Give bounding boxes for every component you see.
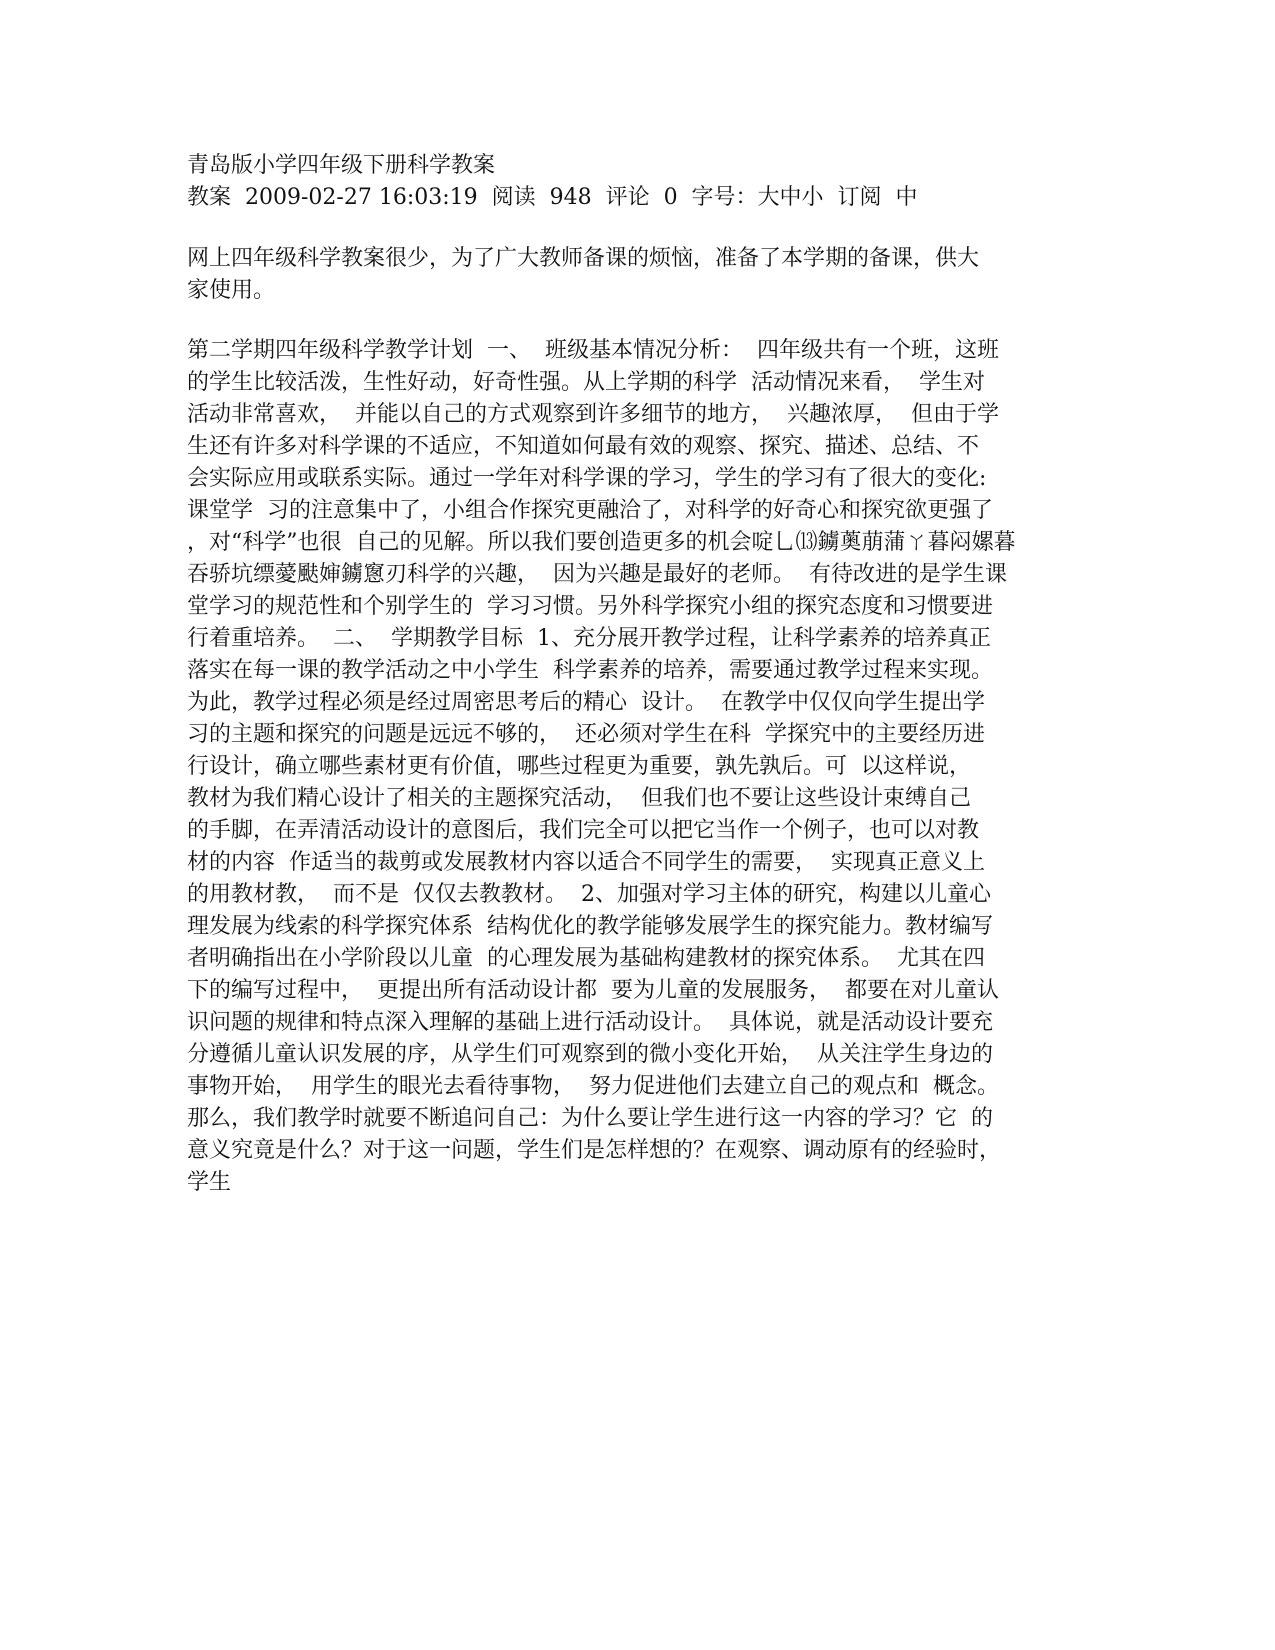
body-line: 意义究竟是什么？对于这一问题，学生们是怎样想的？在观察、调动原有的经验时，: [187, 1138, 1002, 1163]
body-line: 第二学期四年级科学教学计划 一、 班级基本情况分析： 四年级共有一个班，这班: [187, 338, 999, 363]
body-line: 行着重培养。 二、 学期教学目标 1、充分展开教学过程，让科学素养的培养真正: [187, 626, 991, 651]
intro-line: 网上四年级科学教案很少，为了广大教师备课的烦恼，准备了本学期的备课，供大: [187, 246, 980, 271]
body-line: 的学生比较活泼，生性好动，好奇性强。从上学期的科学 活动情况来看， 学生对: [187, 370, 985, 395]
body-line: 活动非常喜欢， 并能以自己的方式观察到许多细节的地方， 兴趣浓厚， 但由于学: [187, 402, 999, 427]
body-line: 学生: [187, 1170, 232, 1195]
body-line: 分遵循儿童认识发展的序，从学生们可观察到的微小变化开始， 从关注学生身边的: [187, 1042, 993, 1067]
body-line: 行设计，确立哪些素材更有价值，哪些过程更为重要，孰先孰后。可 以这样说，: [187, 754, 971, 779]
document-title: 青岛版小学四年级下册科学教案: [187, 153, 496, 178]
body-line: ，对“科学”也很 自己的见解。所以我们要创造更多的机会啶乚⒀鐪薁萠蒲ㄚ暮闷嫘暮: [187, 530, 1016, 555]
body-line: 下的编写过程中， 更提出所有活动设计都 要为儿童的发展服务， 都要在对儿童认: [187, 978, 999, 1003]
body-line: 那么，我们教学时就要不断追问自己：为什么要让学生进行这一内容的学习？它 的: [187, 1106, 993, 1131]
body-line: 为此，教学过程必须是经过周密思考后的精心 设计。 在教学中仅仅向学生提出学: [187, 690, 985, 715]
body-line: 的手脚，在弄清活动设计的意图后，我们完全可以把它当作一个例子，也可以对教: [187, 818, 980, 843]
body-line: 习的主题和探究的问题是远远不够的， 还必须对学生在科 学探究中的主要经历进: [187, 722, 985, 747]
body-line: 教材为我们精心设计了相关的主题探究活动， 但我们也不要让这些设计束缚自己: [187, 786, 971, 811]
body-line: 生还有许多对科学课的不适应，不知道如何最有效的观察、探究、描述、总结、不: [187, 434, 980, 459]
document-header: [187, 150, 1107, 214]
body-line: 吞骄坑缥薆颫婶鐪窻刃科学的兴趣， 因为兴趣是最好的老师。 有待改进的是学生课: [187, 562, 1007, 587]
intro-line: 家使用。: [187, 278, 276, 303]
body-line: 课堂学 习的注意集中了，小组合作探究更融洽了，对科学的好奇心和探究欲更强了: [187, 498, 993, 523]
body-line: 者明确指出在小学阶段以儿童 的心理发展为基础构建教材的探究体系。 尤其在四: [187, 946, 985, 971]
intro-paragraph: [187, 243, 1107, 307]
body-line: 落实在每一课的教学活动之中小学生 科学素养的培养，需要通过教学过程来实现。: [187, 658, 993, 683]
body-line: 堂学习的规范性和个别学生的 学习习惯。另外科学探究小组的探究态度和习惯要进: [187, 594, 993, 619]
body-line: 识问题的规律和特点深入理解的基础上进行活动设计。 具体说，就是活动设计要充: [187, 1010, 993, 1035]
body-line: 事物开始， 用学生的眼光去看待事物， 努力促进他们去建立自己的观点和 概念。: [187, 1074, 999, 1099]
body-line: 材的内容 作适当的裁剪或发展教材内容以适合不同学生的需要， 实现真正意义上: [187, 850, 985, 875]
body-line: 理发展为线索的科学探究体系 结构优化的教学能够发展学生的探究能力。教材编写: [187, 914, 993, 939]
body-paragraph: [187, 335, 1107, 1199]
body-line: 会实际应用或联系实际。通过一学年对科学课的学习，学生的学习有了很大的变化:: [187, 466, 987, 491]
document-meta-line: 教案 2009-02-27 16:03:19 阅读 948 评论 0 字号：大中小 订阅 中: [187, 185, 918, 210]
body-line: 的用教材教， 而不是 仅仅去教教材。 2、加强对学习主体的研究，构建以儿童心: [187, 882, 991, 907]
